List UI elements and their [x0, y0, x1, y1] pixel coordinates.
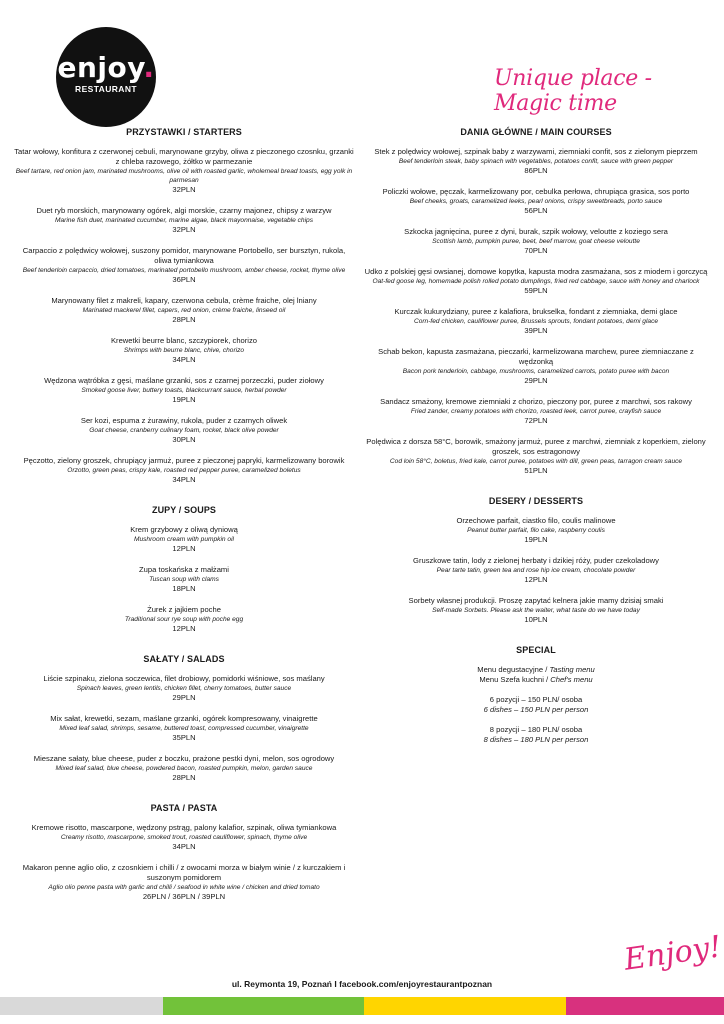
dish-price: 26PLN / 36PLN / 39PLN	[142, 892, 226, 901]
dish-name-pl: Krewetki beurre blanc, szczypiorek, chorizo	[110, 336, 258, 345]
section-title: SAŁATY / SALADS	[143, 654, 225, 664]
left-column	[14, 127, 354, 913]
section-title: ZUPY / SOUPS	[151, 505, 217, 515]
menu-item	[364, 227, 708, 256]
special-option-en: 6 dishes – 150 PLN per person	[483, 705, 589, 714]
dish-name-pl: Sandacz smażony, kremowe ziemniaki z chorizo, pieczony por, puree z marchwi, sos rakowy	[380, 397, 692, 406]
dish-price: 10PLN	[524, 615, 548, 624]
dish-price: 12PLN	[172, 544, 196, 553]
menu-item	[364, 347, 708, 386]
soups-list	[14, 525, 354, 634]
menu-item	[364, 397, 708, 426]
dish-name-pl: Liście szpinaku, zielona soczewica, filet drobiowy, pomidorki wiśniowe, sos maślany	[43, 674, 325, 683]
menu-item	[14, 525, 354, 554]
right-column	[364, 127, 708, 745]
dish-name-en: Mixed leaf salad, shrimps, sesame, buttered toast, compressed cucumber, vinaigrette	[59, 725, 309, 732]
dish-price: 12PLN	[524, 575, 548, 584]
dish-name-pl: Tatar wołowy, konfitura z czerwonej cebuli, marynowane grzyby, oliwa z pieczonego czosnku, grzanki z chleba razowego, żółtko w parmezanie	[14, 147, 354, 166]
dish-name-pl: Stek z polędwicy wołowej, szpinak baby z warzywami, ziemniaki confit, sos z zielonym pieprzem	[374, 147, 698, 156]
special-option-pl: 8 pozycji – 180 PLN/ osoba	[489, 725, 583, 734]
dish-price: 86PLN	[524, 166, 548, 175]
menu-item	[14, 863, 354, 902]
menu-item	[14, 147, 354, 195]
dish-price: 34PLN	[172, 355, 196, 364]
dish-name-pl: Szkocka jagnięcina, puree z dyni, burak, szpik wołowy, veloutte z koziego sera	[404, 227, 668, 236]
menu-item	[364, 307, 708, 336]
dish-name-en: Beef tartare, red onion jam, marinated mushrooms, olive oil with roasted garlic, wholemeal bread toasts, egg yolk in parmesan	[15, 168, 353, 184]
dish-name-en: Oat-fed goose leg, homemade polish rolled potato dumplings, fried red cabbage, sauce with honey and charlock	[372, 278, 700, 285]
dish-name-en: Smoked goose liver, buttery toasts, blackcurrant sauce, herbal powder	[81, 387, 287, 394]
dish-name-en: Peanut butter parfait, filo cake, raspberry coulis	[467, 527, 605, 534]
dish-name-pl: Orzechowe parfait, ciastko filo, coulis malinowe	[456, 516, 616, 525]
pasta-list	[14, 823, 354, 902]
special-section	[364, 645, 708, 745]
menu-item	[364, 147, 708, 176]
footer-color-bar-gray	[0, 997, 163, 1015]
dish-price: 35PLN	[172, 733, 196, 742]
dish-name-pl: Policzki wołowe, pęczak, karmelizowany por, cebulka perłowa, chrupiąca grasica, sos porto	[382, 187, 690, 196]
dish-name-pl: Kurczak kukurydziany, puree z kalafiora, brukselka, fondant z ziemniaka, demi glace	[394, 307, 678, 316]
dish-name-pl: Polędwica z dorsza 58°C, borowik, smażony jarmuż, puree z marchwi, ziemniak z koperkiem, zielony groszek, sos estragonowy	[366, 437, 706, 456]
menu-item	[14, 823, 354, 852]
dish-price: 51PLN	[524, 466, 548, 475]
dish-name-en: Scottish lamb, pumpkin puree, beet, beef marrow, goat cheese veloutte	[432, 238, 640, 245]
dish-name-en: Traditional sour rye soup with poche egg	[124, 616, 244, 623]
menu-item	[14, 416, 354, 445]
tagline: Unique place - Magic time	[494, 66, 652, 116]
dish-name-pl: Żurek z jajkiem poche	[147, 605, 221, 614]
mains-section	[364, 127, 708, 476]
dish-name-en: Goat cheese, cranberry culinary foam, rocket, black olive powder	[89, 427, 279, 434]
restaurant-logo	[56, 27, 156, 127]
dish-price: 34PLN	[172, 475, 196, 484]
desserts-section	[364, 496, 708, 625]
dish-name-en: Aglio olio penne pasta with garlic and chilli / seafood in white wine / chicken and dried tomato	[48, 884, 320, 891]
salads-list	[14, 674, 354, 783]
footer-color-bar-green	[163, 997, 364, 1015]
dish-name-pl: Gruszkowe tatin, lody z zielonej herbaty i dzikiej róży, puder czekoladowy	[413, 556, 659, 565]
menu-item	[14, 336, 354, 365]
dish-name-en: Self-made Sorbets. Please ask the waiter, what taste do we have today	[432, 607, 640, 614]
footer-color-bar-pink	[566, 997, 724, 1015]
menu-item	[14, 714, 354, 743]
soups-section	[14, 505, 354, 634]
dish-price: 18PLN	[172, 584, 196, 593]
dish-name-pl: Mix sałat, krewetki, sezam, maślane grzanki, ogórek kompresowany, vinaigrette	[50, 714, 318, 723]
logo-subtitle: RESTAURANT	[75, 84, 137, 94]
logo-word: enjoy.	[57, 51, 155, 84]
menu-item	[14, 376, 354, 405]
pasta-section	[14, 803, 354, 902]
dish-name-pl: Mieszane sałaty, blue cheese, puder z boczku, prażone pestki dyni, melon, sos ogrodowy	[33, 754, 335, 763]
dish-price: 28PLN	[172, 315, 196, 324]
dish-name-en: Creamy risotto, mascarpone, smoked trout, roasted cauliflower, spinach, thyme olive	[60, 834, 308, 841]
dish-name-en: Mushroom cream with pumpkin oil	[133, 536, 235, 543]
starters-section	[14, 127, 354, 485]
enjoy-signature: Enjoy!	[622, 929, 724, 978]
menu-item	[14, 605, 354, 634]
menu-item	[364, 437, 708, 476]
salads-section	[14, 654, 354, 783]
section-title: DESERY / DESSERTS	[488, 496, 584, 506]
dish-price: 59PLN	[524, 286, 548, 295]
dish-price: 29PLN	[524, 376, 548, 385]
section-title: PRZYSTAWKI / STARTERS	[126, 127, 242, 137]
dish-price: 32PLN	[172, 225, 196, 234]
dish-name-pl: Ser kozi, espuma z żurawiny, rukola, puder z czarnych oliwek	[80, 416, 288, 425]
menu-item	[14, 246, 354, 285]
dish-name-pl: Makaron penne aglio olio, z czosnkiem i chilli / z owocami morza w białym winie / z kurczakiem i suszonym pomidorem	[22, 863, 346, 882]
section-title: DANIA GŁÓWNE / MAIN COURSES	[460, 127, 612, 137]
dish-price: 29PLN	[172, 693, 196, 702]
dish-price: 34PLN	[172, 842, 196, 851]
dish-price: 19PLN	[524, 535, 548, 544]
dish-price: 56PLN	[524, 206, 548, 215]
menu-item	[364, 187, 708, 216]
dish-price: 36PLN	[172, 275, 196, 284]
section-title: SPECIAL	[516, 645, 556, 655]
dish-name-en: Marine fish duet, marinated cucumber, marine algae, black mayonnaise, vegetable chips	[54, 217, 314, 224]
dish-name-en: Beef tenderloin steak, baby spinach with vegetables, potatoes confit, sauce with green pepper	[398, 158, 674, 165]
mains-list	[364, 147, 708, 476]
dish-name-en: Tuscan soup with clams	[149, 576, 219, 583]
menu-item	[364, 267, 708, 296]
dish-name-en: Fried zander, creamy potatoes with chorizo, roasted leek, carrot puree, crayfish sauce	[410, 408, 662, 415]
dish-name-en: Bacon pork tenderloin, cabbage, mushrooms, caramelized carrots, potato puree with bacon	[402, 368, 670, 375]
starters-list	[14, 147, 354, 485]
dish-price: 39PLN	[524, 326, 548, 335]
dish-name-en: Cod loin 58°C, boletus, fried kale, carrot puree, potatoes with dill, green peas, tarragon cream sauce	[389, 458, 683, 465]
dish-name-pl: Carpaccio z polędwicy wołowej, suszony pomidor, marynowane Portobello, ser bursztyn, rukola, oliwa tymiankowa	[22, 246, 346, 265]
dish-price: 19PLN	[172, 395, 196, 404]
dish-name-en: Mixed leaf salad, blue cheese, powdered bacon, roasted pumpkin, melon, garden sauce	[55, 765, 313, 772]
dish-name-pl: Wędzona wątróbka z gęsi, maślane grzanki, sos z czarnej porzeczki, puder ziołowy	[44, 376, 324, 385]
dish-name-en: Shrimps with beurre blanc, chive, chorizo	[123, 347, 245, 354]
menu-item	[14, 206, 354, 235]
desserts-list	[364, 516, 708, 625]
dish-price: 70PLN	[524, 246, 548, 255]
dish-name-pl: Pęczotto, zielony groszek, chrupiący jarmuż, puree z pieczonej papryki, karmelizowany borowik	[23, 456, 345, 465]
footer-color-bar-yellow	[364, 997, 566, 1015]
special-line: Menu degustacyjne / Tasting menu	[477, 665, 595, 674]
footer-address: ul. Reymonta 19, Poznań I facebook.com/enjoyrestaurantpoznan	[231, 979, 493, 989]
dish-name-pl: Sorbety własnej produkcji. Proszę zapytać kelnera jakie mamy dzisiaj smaki	[408, 596, 664, 605]
special-line: Menu Szefa kuchni / Chef's menu	[479, 675, 593, 684]
menu-item	[364, 556, 708, 585]
dish-price: 32PLN	[172, 185, 196, 194]
dish-price: 30PLN	[172, 435, 196, 444]
dish-name-pl: Udko z polskiej gęsi owsianej, domowe kopytka, kapusta modra zasmażana, sos z miodem i gorczycą	[364, 267, 708, 276]
dish-name-en: Marinated mackerel fillet, capers, red onion, crème fraiche, linseed oil	[82, 307, 286, 314]
special-option-en: 8 dishes – 180 PLN per person	[483, 735, 589, 744]
dish-name-pl: Duet ryb morskich, marynowany ogórek, algi morskie, czarny majonez, chipsy z warzyw	[36, 206, 332, 215]
dish-name-en: Beef tenderloin carpaccio, dried tomatoes, marinated portobello mushroom, amber cheese, rocket, thyme olive	[22, 267, 346, 274]
dish-name-en: Spinach leaves, green lentils, chicken fillet, cherry tomatoes, butter sauce	[76, 685, 292, 692]
dish-name-en: Pear tarte tatin, green tea and rose hip ice cream, chocolate powder	[436, 567, 636, 574]
menu-item	[14, 754, 354, 783]
dish-name-en: Orzotto, green peas, crispy kale, roasted red pepper puree, caramelized boletus	[67, 467, 301, 474]
dish-name-pl: Schab bekon, kapusta zasmażana, pieczarki, karmelizowana marchew, puree ziemniaczane z wędzonką	[378, 347, 694, 366]
menu-item	[364, 596, 708, 625]
dish-price: 28PLN	[172, 773, 196, 782]
special-option-pl: 6 pozycji – 150 PLN/ osoba	[489, 695, 583, 704]
dish-name-pl: Marynowany filet z makreli, kapary, czerwona cebula, crème fraiche, olej lniany	[51, 296, 317, 305]
dish-name-pl: Kremowe risotto, mascarpone, wędzony pstrąg, palony kalafior, szpinak, oliwa tymiankowa	[31, 823, 337, 832]
menu-item	[14, 565, 354, 594]
menu-item	[14, 296, 354, 325]
dish-name-pl: Zupa toskańska z małżami	[139, 565, 229, 574]
menu-item	[14, 456, 354, 485]
dish-price: 12PLN	[172, 624, 196, 633]
dish-name-pl: Krem grzybowy z oliwą dyniową	[130, 525, 238, 534]
section-title: PASTA / PASTA	[150, 803, 218, 813]
menu-item	[14, 674, 354, 703]
dish-name-en: Beef cheeks, groats, caramelized leeks, pearl onions, crispy sweetbreads, porto sauce	[409, 198, 663, 205]
menu-item	[364, 516, 708, 545]
dish-price: 72PLN	[524, 416, 548, 425]
dish-name-en: Corn-fed chicken, cauliflower puree, Brussels sprouts, fondant potatoes, demi glace	[413, 318, 659, 325]
